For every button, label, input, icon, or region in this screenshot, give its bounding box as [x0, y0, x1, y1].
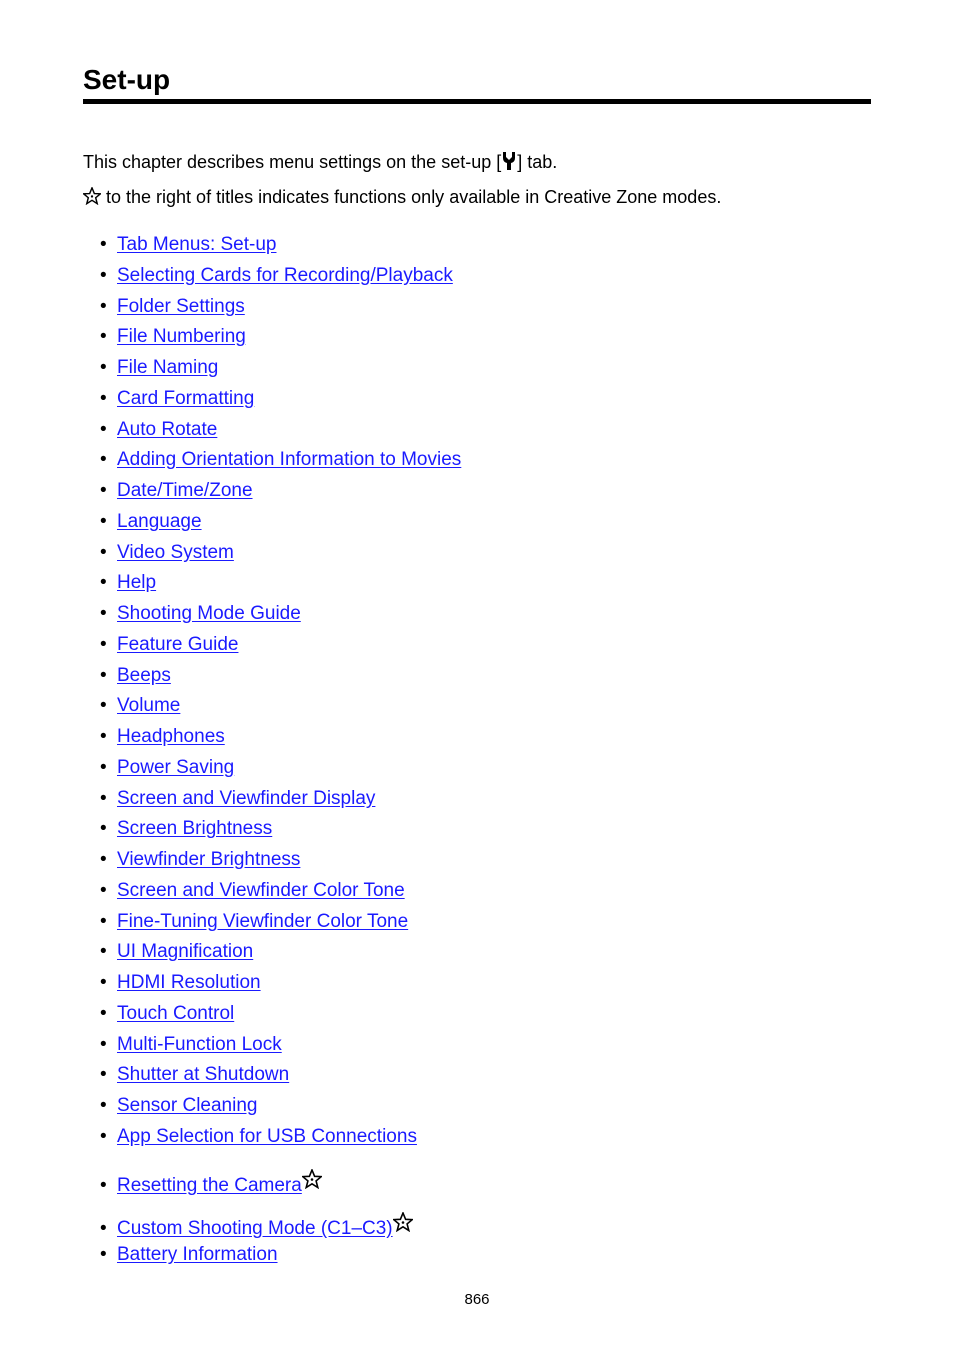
toc-link[interactable]: Power Saving [117, 757, 235, 778]
bullet: • [100, 726, 107, 747]
list-item [100, 479, 253, 503]
intro-line-creative-zone [83, 185, 721, 209]
bullet: • [100, 757, 107, 778]
toc-link[interactable]: Multi-Function Lock [117, 1034, 282, 1055]
toc-link[interactable]: Viewfinder Brightness [117, 849, 301, 870]
list-item [100, 602, 301, 626]
bullet: • [100, 941, 107, 962]
toc-link[interactable]: File Numbering [117, 326, 246, 347]
toc-link[interactable]: Sensor Cleaning [117, 1095, 258, 1116]
bullet: • [100, 1064, 107, 1085]
bullet: • [100, 572, 107, 593]
list-item [100, 1125, 417, 1149]
bullet: • [100, 511, 107, 532]
list-item [100, 817, 272, 841]
toc-link[interactable]: Help [117, 572, 157, 593]
list-item [100, 418, 217, 442]
bullet: • [100, 665, 107, 686]
bullet: • [100, 1126, 107, 1147]
star-icon [302, 1169, 322, 1189]
list-item [100, 1212, 413, 1241]
list-item [100, 848, 300, 872]
toc-link[interactable]: Custom Shooting Mode (C1–C3) [117, 1218, 393, 1239]
toc-link[interactable]: Resetting the Camera [117, 1175, 302, 1196]
toc-link[interactable]: File Naming [117, 357, 219, 378]
bullet: • [100, 234, 107, 255]
toc-link[interactable]: Folder Settings [117, 296, 245, 317]
intro-text-after: ] tab. [517, 152, 558, 172]
list-item [100, 910, 408, 934]
list-item [100, 356, 218, 380]
bullet: • [100, 1244, 107, 1265]
bullet: • [100, 1218, 107, 1239]
list-item [100, 756, 234, 780]
bullet: • [100, 972, 107, 993]
bullet: • [100, 357, 107, 378]
list-item [100, 510, 202, 534]
list-item [100, 1002, 234, 1026]
toc-link[interactable]: Headphones [117, 726, 225, 747]
toc-link[interactable]: App Selection for USB Connections [117, 1126, 417, 1147]
title-rule [83, 99, 871, 104]
list-item [100, 233, 276, 257]
list-item [100, 1094, 257, 1118]
toc-link[interactable]: UI Magnification [117, 941, 254, 962]
intro-text-before: This chapter describes menu settings on the set-up [ [83, 152, 502, 172]
list-item [100, 1033, 282, 1057]
bullet: • [100, 880, 107, 901]
toc-link[interactable]: Card Formatting [117, 388, 255, 409]
bullet: • [100, 1175, 107, 1196]
toc-link[interactable]: Selecting Cards for Recording/Playback [117, 265, 453, 286]
star-icon [393, 1212, 413, 1232]
bullet: • [100, 480, 107, 501]
toc-link[interactable]: Shutter at Shutdown [117, 1064, 290, 1085]
toc-link[interactable]: Tab Menus: Set-up [117, 234, 277, 255]
toc-link[interactable]: Video System [117, 542, 234, 563]
list-item [100, 879, 405, 903]
list-item [100, 694, 180, 718]
wrench-icon [501, 151, 517, 171]
list-item [100, 571, 156, 595]
bullet: • [100, 542, 107, 563]
list-item [100, 940, 253, 964]
list-item [100, 633, 238, 657]
page-number: 866 [464, 1291, 490, 1308]
bullet: • [100, 849, 107, 870]
toc-link[interactable]: Screen Brightness [117, 818, 273, 839]
bullet: • [100, 326, 107, 347]
toc-link[interactable]: Battery Information [117, 1244, 278, 1265]
toc-link[interactable]: Screen and Viewfinder Color Tone [117, 880, 405, 901]
list-item [100, 295, 245, 319]
bullet: • [100, 911, 107, 932]
toc-link[interactable]: Language [117, 511, 202, 532]
list-item [100, 325, 246, 349]
toc-link[interactable]: HDMI Resolution [117, 972, 261, 993]
list-item [100, 971, 261, 995]
bullet: • [100, 296, 107, 317]
intro-line-setup-tab [83, 150, 557, 174]
bullet: • [100, 265, 107, 286]
bullet: • [100, 695, 107, 716]
bullet: • [100, 788, 107, 809]
bullet: • [100, 419, 107, 440]
list-item [100, 1169, 322, 1198]
page-title: Set-up [83, 64, 171, 95]
star-icon [83, 187, 101, 205]
list-item [100, 387, 254, 411]
toc-link[interactable]: Date/Time/Zone [117, 480, 253, 501]
toc-link[interactable]: Auto Rotate [117, 419, 218, 440]
list-item [100, 541, 234, 565]
bullet: • [100, 449, 107, 470]
toc-link[interactable]: Beeps [117, 665, 171, 686]
toc-link[interactable]: Touch Control [117, 1003, 235, 1024]
toc-link[interactable]: Screen and Viewfinder Display [117, 788, 376, 809]
bullet: • [100, 634, 107, 655]
toc-link[interactable]: Feature Guide [117, 634, 239, 655]
toc-link[interactable]: Fine-Tuning Viewfinder Color Tone [117, 911, 409, 932]
toc-link[interactable]: Adding Orientation Information to Movies [117, 449, 462, 470]
list-item [100, 448, 461, 472]
list-item [100, 264, 453, 288]
list-item [100, 1063, 289, 1087]
bullet: • [100, 818, 107, 839]
intro-text-creative-zone: to the right of titles indicates functions only available in Creative Zone modes. [101, 187, 722, 207]
bullet: • [100, 1034, 107, 1055]
list-item [100, 725, 225, 749]
bullet: • [100, 1003, 107, 1024]
toc-link[interactable]: Shooting Mode Guide [117, 603, 301, 624]
toc-link[interactable]: Volume [117, 695, 181, 716]
list-item [100, 787, 375, 811]
list-item [100, 1243, 278, 1267]
bullet: • [100, 388, 107, 409]
list-item [100, 664, 171, 688]
bullet: • [100, 1095, 107, 1116]
bullet: • [100, 603, 107, 624]
